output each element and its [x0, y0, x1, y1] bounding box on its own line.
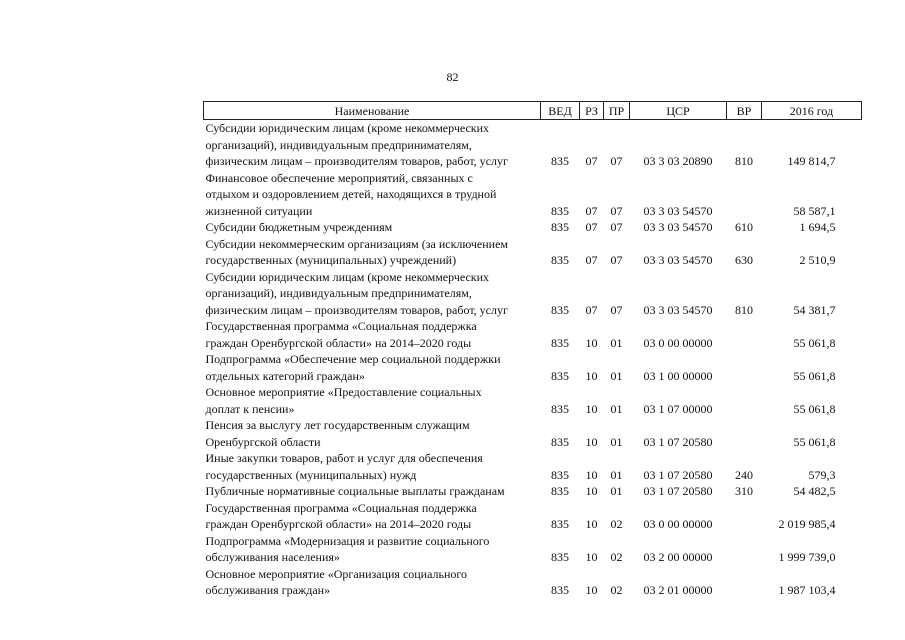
row-vr: 630: [735, 253, 753, 267]
table-body: [204, 120, 862, 599]
row-vr: [727, 351, 762, 384]
row-name: [204, 566, 541, 599]
row-name: [204, 318, 541, 351]
row-vr: [727, 500, 762, 533]
row-csr: 03 3 03 54570: [643, 220, 713, 234]
row-vr: [727, 170, 762, 220]
row-name-line: Подпрограмма «Обеспечение мер социальной поддержки: [205, 352, 501, 366]
row-name-line: физическим лицам – производителям товаров, работ, услуг: [205, 154, 508, 168]
row-amount: 58 587,1: [793, 203, 836, 218]
row-name: [204, 236, 541, 269]
header-ved: ВЕД: [541, 102, 580, 120]
page-number: 82: [446, 70, 459, 84]
row-name-line: Субсидии бюджетным учреждениям: [205, 220, 393, 234]
table-row: [204, 417, 862, 450]
row-name-line: организаций), индивидуальным предпринимателям,: [205, 137, 472, 152]
row-pr: 02: [610, 583, 623, 597]
table-row: [204, 170, 862, 220]
row-pr: 02: [610, 550, 623, 564]
row-rz: 07: [585, 302, 598, 317]
row-name-line: государственных (муниципальных) учреждений): [205, 253, 457, 267]
row-ved: 835: [551, 517, 569, 531]
row-rz: 10: [585, 484, 598, 498]
row-name-line: Иные закупки товаров, работ и услуг для обеспечения: [205, 451, 483, 465]
row-pr: 07: [610, 203, 623, 218]
row-pr: 01: [610, 434, 623, 449]
table-row: [204, 351, 862, 384]
row-name-line: отдельных категорий граждан»: [205, 368, 365, 383]
table-row: [204, 450, 862, 483]
row-ved: 835: [551, 484, 569, 498]
row-csr: 03 3 03 54570: [643, 203, 713, 218]
header-pr: ПР: [604, 102, 630, 120]
row-rz: 07: [585, 203, 598, 218]
row-name-line: обслуживания граждан»: [205, 583, 331, 597]
row-vr: 310: [735, 484, 753, 498]
row-name-line: организаций), индивидуальным предпринимателям,: [205, 286, 472, 300]
row-csr: 03 2 00 00000: [643, 550, 713, 564]
row-amount: 149 814,7: [787, 154, 836, 168]
row-vr: 810: [735, 302, 753, 317]
row-name-line: Основное мероприятие «Организация социального: [205, 566, 468, 581]
table-row: [204, 483, 862, 500]
row-rz: 07: [585, 253, 598, 267]
row-name-line: Финансовое обеспечение мероприятий, связанных с: [205, 170, 473, 185]
row-vr: [727, 566, 762, 599]
table-row: [204, 384, 862, 417]
row-name: [204, 384, 541, 417]
row-name-line: Пенсия за выслугу лет государственным служащим: [205, 418, 470, 432]
table-header-row: [204, 102, 862, 120]
row-ved: 835: [551, 220, 569, 234]
header-vr: ВР: [727, 102, 762, 120]
row-pr: 07: [610, 154, 623, 168]
budget-table: [203, 101, 862, 599]
row-pr: 01: [610, 335, 623, 350]
row-pr: 07: [610, 253, 623, 267]
row-pr: 01: [610, 368, 623, 383]
row-csr: 03 1 07 20580: [643, 467, 713, 482]
header-year: 2016 год: [762, 102, 862, 120]
row-csr: 03 1 07 00000: [643, 401, 713, 416]
row-amount: 55 061,8: [793, 401, 836, 416]
row-vr: 810: [735, 154, 753, 168]
row-name-line: Субсидии некоммерческим организациям (за исключением: [205, 236, 509, 251]
row-csr: 03 0 00 00000: [643, 517, 713, 531]
row-name: [204, 351, 541, 384]
row-name-line: отдыхом и оздоровлением детей, находящихся в трудной: [205, 187, 497, 201]
header-rz: РЗ: [580, 102, 604, 120]
row-rz: 07: [585, 154, 598, 168]
header-csr: ЦСР: [630, 102, 727, 120]
row-rz: 10: [585, 550, 598, 564]
table-row: [204, 120, 862, 170]
row-amount: 1 999 739,0: [778, 550, 836, 564]
table-row: [204, 566, 862, 599]
row-csr: 03 3 03 54570: [643, 302, 713, 317]
row-name: [204, 450, 541, 483]
row-pr: 07: [610, 220, 623, 234]
row-amount: 55 061,8: [793, 368, 836, 383]
row-name-line: Субсидии юридическим лицам (кроме некоммерческих: [205, 121, 490, 135]
row-name: [204, 483, 541, 500]
row-ved: 835: [551, 401, 569, 416]
table-row: [204, 236, 862, 269]
row-name-line: Основное мероприятие «Предоставление социальных: [205, 385, 482, 399]
row-ved: 835: [551, 583, 569, 597]
row-amount: 55 061,8: [793, 434, 836, 449]
header-name: Наименование: [204, 102, 541, 120]
row-rz: 10: [585, 467, 598, 482]
row-rz: 10: [585, 368, 598, 383]
row-rz: 10: [585, 434, 598, 449]
row-ved: 835: [551, 253, 569, 267]
row-vr: 610: [735, 220, 753, 234]
row-name-line: физическим лицам – производителям товаров, работ, услуг: [205, 302, 508, 317]
table-row: [204, 269, 862, 319]
row-ved: 835: [551, 368, 569, 383]
row-amount: 54 381,7: [793, 302, 836, 317]
row-name: [204, 500, 541, 533]
row-name-line: государственных (муниципальных) нужд: [205, 467, 417, 482]
row-amount: 1 987 103,4: [778, 583, 836, 597]
table-row: [204, 533, 862, 566]
row-csr: 03 2 01 00000: [643, 583, 713, 597]
row-ved: 835: [551, 154, 569, 168]
row-name-line: Субсидии юридическим лицам (кроме некоммерческих: [205, 269, 490, 284]
row-name: [204, 170, 541, 220]
row-name-line: Оренбургской области: [205, 434, 321, 449]
row-name: [204, 120, 541, 170]
table-row: [204, 318, 862, 351]
row-pr: 01: [610, 484, 623, 498]
row-name-line: обслуживания населения»: [205, 550, 340, 564]
row-csr: 03 0 00 00000: [643, 335, 713, 350]
row-rz: 10: [585, 335, 598, 350]
row-name-line: Государственная программа «Социальная поддержка: [205, 319, 477, 333]
row-rz: 10: [585, 517, 598, 531]
row-name: [204, 269, 541, 319]
row-vr: [727, 384, 762, 417]
row-amount: 2 510,9: [799, 253, 836, 267]
row-amount: 54 482,5: [793, 484, 836, 498]
row-ved: 835: [551, 550, 569, 564]
row-ved: 835: [551, 335, 569, 350]
row-rz: 10: [585, 583, 598, 597]
row-pr: 07: [610, 302, 623, 317]
row-name-line: Подпрограмма «Модернизация и развитие социального: [205, 533, 490, 548]
table-row: [204, 219, 862, 236]
row-name-line: Государственная программа «Социальная поддержка: [205, 500, 477, 515]
row-vr: [727, 533, 762, 566]
row-vr: [727, 417, 762, 450]
row-amount: 2 019 985,4: [778, 517, 836, 531]
row-name-line: граждан Оренбургской области» на 2014–2020 годы: [205, 517, 472, 531]
row-csr: 03 1 00 00000: [643, 368, 713, 383]
row-ved: 835: [551, 467, 569, 482]
row-pr: 01: [610, 401, 623, 416]
row-vr: 240: [735, 467, 753, 482]
row-csr: 03 1 07 20580: [643, 484, 713, 498]
row-csr: 03 3 03 20890: [643, 154, 713, 168]
row-pr: 01: [610, 467, 623, 482]
row-name-line: доплат к пенсии»: [205, 401, 295, 416]
row-name-line: Публичные нормативные социальные выплаты гражданам: [205, 484, 505, 498]
row-pr: 02: [610, 517, 623, 531]
row-name-line: граждан Оренбургской области» на 2014–2020 годы: [205, 335, 472, 350]
row-vr: [727, 318, 762, 351]
row-ved: 835: [551, 434, 569, 449]
row-name-line: жизненной ситуации: [205, 203, 313, 218]
row-ved: 835: [551, 302, 569, 317]
row-amount: 579,3: [808, 467, 836, 482]
row-name: [204, 219, 541, 236]
row-name: [204, 533, 541, 566]
row-csr: 03 1 07 20580: [643, 434, 713, 449]
row-rz: 07: [585, 220, 598, 234]
table-row: [204, 500, 862, 533]
row-csr: 03 3 03 54570: [643, 253, 713, 267]
row-ved: 835: [551, 203, 569, 218]
row-name: [204, 417, 541, 450]
row-amount: 55 061,8: [793, 335, 836, 350]
row-rz: 10: [585, 401, 598, 416]
row-amount: 1 694,5: [799, 220, 836, 234]
